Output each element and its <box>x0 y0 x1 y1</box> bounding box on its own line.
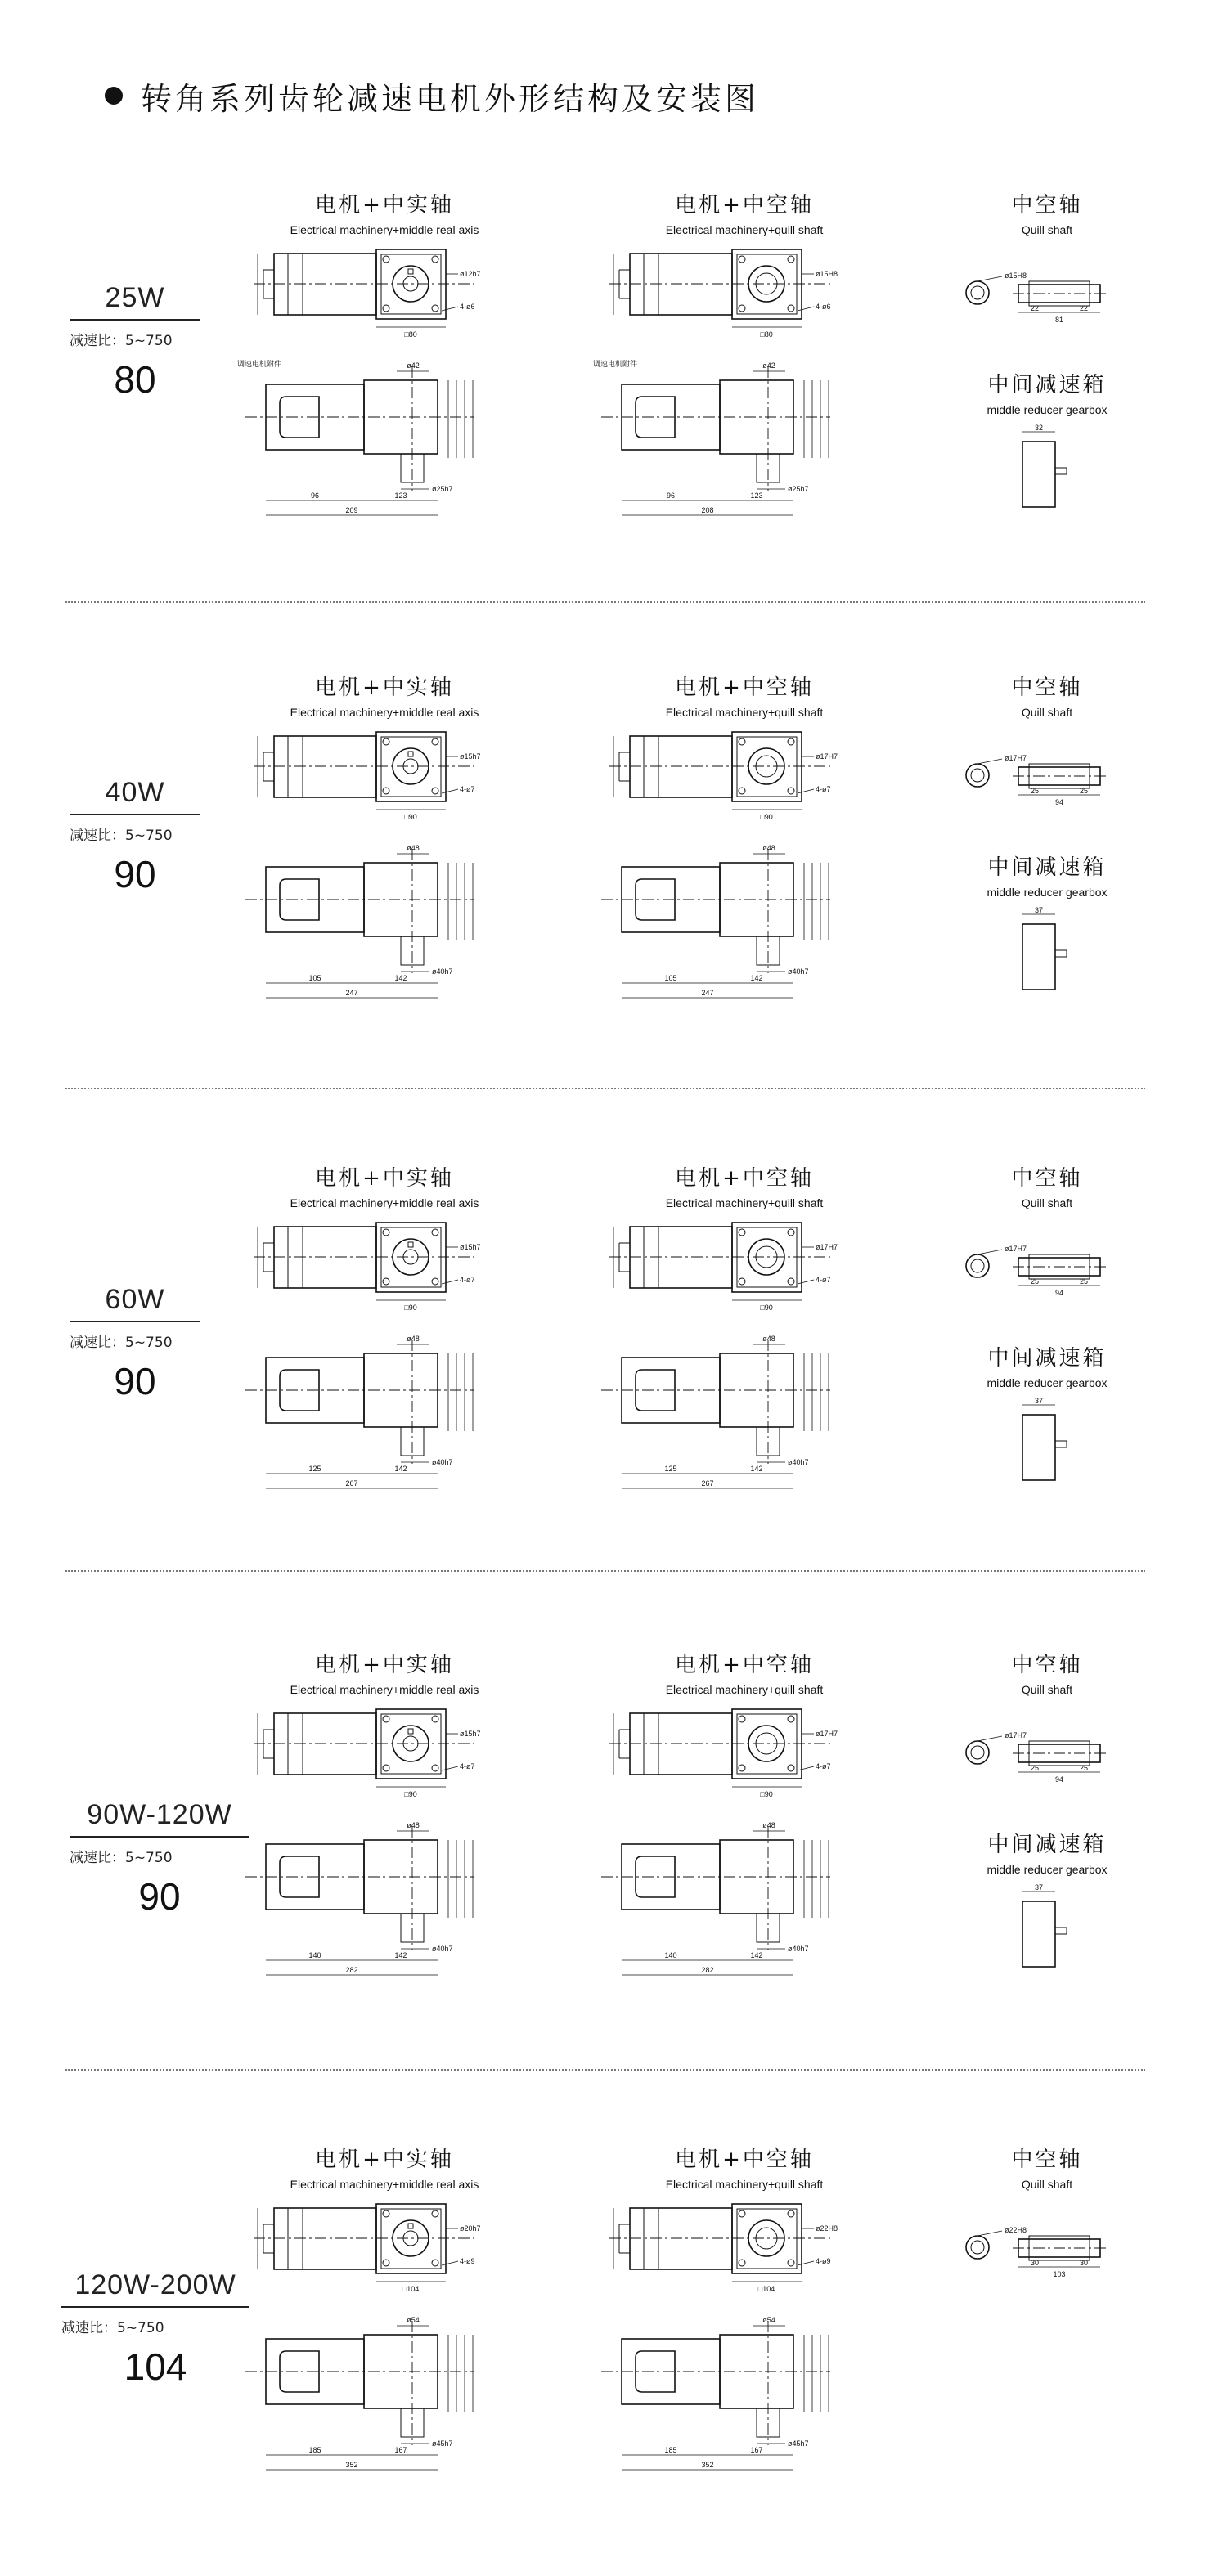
quill-bore-label: ø17H7 <box>1005 1245 1027 1253</box>
solid-shaft-caption-en: Electrical machinery+middle real axis <box>290 223 479 236</box>
quill-shaft-drawing <box>957 1243 1121 1300</box>
mount-holes-label: 4-ø9 <box>816 2257 831 2265</box>
flange-size-label: □80 <box>760 330 773 339</box>
reduction-ratio: 减速比：5~750 <box>61 2320 164 2336</box>
shaft-dia-label: ø12h7 <box>460 270 481 278</box>
quill-shaft-caption <box>965 188 1129 236</box>
gearhead-length-label: 142 <box>394 1465 407 1473</box>
quill-bore-label: ø17H7 <box>1005 1731 1027 1739</box>
solid-shaft-caption <box>245 671 524 719</box>
gearhead-length-label: 123 <box>750 491 763 500</box>
quill-seg-b-label: 30 <box>1079 2259 1089 2267</box>
motor-length-label: 185 <box>664 2446 677 2454</box>
solid-plan-view-drawing <box>237 360 507 523</box>
hollow-front-view-drawing <box>609 245 855 339</box>
quill-seg-a-label: 25 <box>1030 1764 1040 1772</box>
hollow-shaft-caption-zh: 电机+中空轴 <box>675 1653 814 1677</box>
quill-shaft-drawing <box>957 2224 1121 2282</box>
hollow-front-view-drawing <box>609 728 855 822</box>
motor-length-label: 125 <box>664 1465 677 1473</box>
spec-section <box>0 164 1227 622</box>
mount-holes-label: 4-ø7 <box>460 1762 475 1770</box>
hollow-bore-label: ø15H8 <box>816 270 838 278</box>
hollow-shaft-caption-en: Electrical machinery+quill shaft <box>665 1683 824 1696</box>
flange-size-label: □90 <box>760 1304 773 1312</box>
solid-plan-view-drawing <box>237 842 507 1006</box>
speed-control-accessory-label: 调速电机附件 <box>593 360 638 368</box>
mount-holes-label: 4-ø6 <box>816 303 831 311</box>
gearbox-width-label: 37 <box>1034 1883 1044 1892</box>
mount-holes-label: 4-ø6 <box>460 303 475 311</box>
pitch-dia-label: ø42 <box>407 361 420 370</box>
quill-shaft-caption-zh: 中空轴 <box>1011 1653 1083 1677</box>
spec-section <box>0 2118 1227 2576</box>
gearhead-length-label: 142 <box>750 974 763 982</box>
gearbox-caption-zh: 中间减速箱 <box>987 1833 1107 1857</box>
total-length-label: 282 <box>701 1966 714 1974</box>
mount-holes-label: 4-ø7 <box>816 785 831 793</box>
flange-size-label: □90 <box>760 1790 773 1798</box>
gearhead-length-label: 142 <box>750 1951 763 1959</box>
hollow-shaft-caption <box>605 2143 883 2191</box>
solid-front-view-drawing <box>254 1705 499 1799</box>
hollow-shaft-caption-zh: 电机+中空轴 <box>675 193 814 218</box>
shaft-dia-label: ø20h7 <box>460 2224 481 2233</box>
hollow-bore-label: ø22H8 <box>816 2224 838 2233</box>
frame-size: 104 <box>124 2345 187 2388</box>
gearhead-length-label: 142 <box>394 1951 407 1959</box>
hollow-shaft-caption <box>605 671 883 719</box>
quill-shaft-caption-zh: 中空轴 <box>1011 2147 1083 2172</box>
total-length-label: 247 <box>701 989 714 997</box>
quill-shaft-caption <box>965 1161 1129 1209</box>
pitch-dia-label: ø48 <box>407 1335 420 1343</box>
hollow-shaft-caption-en: Electrical machinery+quill shaft <box>665 2178 824 2191</box>
gearhead-length-label: 167 <box>750 2446 763 2454</box>
flange-size-label: □104 <box>402 2285 420 2293</box>
hollow-shaft-caption <box>605 1648 883 1696</box>
spec-section <box>0 1137 1227 1595</box>
frame-size: 80 <box>114 358 156 401</box>
hollow-plan-view-drawing <box>593 360 863 523</box>
spec-section <box>0 646 1227 1104</box>
gearbox-caption <box>957 368 1137 416</box>
gearbox-caption-zh: 中间减速箱 <box>987 855 1107 880</box>
solid-shaft-caption-en: Electrical machinery+middle real axis <box>290 706 479 719</box>
power-rating: 90W-120W <box>87 1799 232 1830</box>
quill-seg-b-label: 25 <box>1079 1277 1089 1286</box>
shaft-dia-label: ø15h7 <box>460 1243 481 1251</box>
spec-block <box>70 777 200 896</box>
quill-seg-a-label: 25 <box>1030 787 1040 795</box>
motor-length-label: 185 <box>308 2446 321 2454</box>
spec-block <box>70 282 200 402</box>
quill-seg-a-label: 25 <box>1030 1277 1040 1286</box>
quill-shaft-caption-zh: 中空轴 <box>1011 193 1083 218</box>
spec-rule <box>70 1836 249 1838</box>
power-rating: 120W-200W <box>74 2269 236 2300</box>
power-rating: 40W <box>105 777 165 808</box>
mount-holes-label: 4-ø7 <box>460 785 475 793</box>
gearbox-caption-zh: 中间减速箱 <box>987 1346 1107 1371</box>
gearbox-caption <box>957 1828 1137 1876</box>
quill-shaft-caption-zh: 中空轴 <box>1011 675 1083 700</box>
solid-shaft-caption-zh: 电机+中实轴 <box>315 1653 454 1677</box>
motor-length-label: 105 <box>664 974 677 982</box>
solid-shaft-caption <box>245 188 524 236</box>
spec-block <box>70 1799 249 1919</box>
frame-size: 90 <box>138 1875 181 1918</box>
pitch-dia-label: ø54 <box>407 2316 420 2324</box>
flange-size-label: □90 <box>404 1790 417 1798</box>
quill-seg-b-label: 25 <box>1079 787 1089 795</box>
quill-shaft-caption-en: Quill shaft <box>1021 2178 1073 2191</box>
quill-shaft-caption <box>965 1648 1129 1696</box>
solid-shaft-caption-zh: 电机+中实轴 <box>315 675 454 700</box>
spec-block <box>70 1284 200 1403</box>
spec-rule <box>70 814 200 815</box>
quill-length-label: 94 <box>1054 1289 1064 1297</box>
gearbox-width-label: 37 <box>1034 906 1044 914</box>
flange-size-label: □104 <box>757 2285 775 2293</box>
reduction-ratio: 减速比：5~750 <box>70 333 173 349</box>
total-length-label: 267 <box>701 1479 714 1488</box>
quill-shaft-drawing <box>957 1730 1121 1787</box>
motor-length-label: 140 <box>308 1951 321 1959</box>
hollow-plan-view-drawing <box>593 1333 863 1497</box>
solid-shaft-caption <box>245 2143 524 2191</box>
flange-size-label: □90 <box>404 813 417 821</box>
hollow-front-view-drawing <box>609 1218 855 1313</box>
flange-size-label: □90 <box>760 813 773 821</box>
hollow-bore-label: ø17H7 <box>816 752 838 761</box>
quill-length-label: 94 <box>1054 1775 1064 1784</box>
middle-gearbox-drawing <box>1006 425 1080 515</box>
gearbox-caption-en: middle reducer gearbox <box>987 886 1108 899</box>
solid-front-view-drawing <box>254 1218 499 1313</box>
pitch-dia-label: ø48 <box>407 1821 420 1829</box>
solid-front-view-drawing <box>254 245 499 339</box>
gearbox-caption-zh: 中间减速箱 <box>987 373 1107 397</box>
hollow-shaft-caption <box>605 188 883 236</box>
solid-shaft-caption-zh: 电机+中实轴 <box>315 2147 454 2172</box>
spec-rule <box>61 2306 249 2308</box>
total-length-label: 282 <box>345 1966 358 1974</box>
speed-control-accessory-label: 调速电机附件 <box>237 360 282 368</box>
total-length-label: 352 <box>345 2461 358 2469</box>
output-shaft-label: ø25h7 <box>432 485 453 493</box>
solid-front-view-drawing <box>254 728 499 822</box>
gearbox-width-label: 37 <box>1034 1397 1044 1405</box>
solid-front-view-drawing <box>254 2200 499 2294</box>
solid-shaft-caption-en: Electrical machinery+middle real axis <box>290 1196 479 1209</box>
middle-gearbox-drawing <box>1006 1398 1080 1488</box>
solid-plan-view-drawing <box>237 1333 507 1497</box>
pitch-dia-label: ø48 <box>762 844 775 852</box>
gearbox-caption <box>957 850 1137 899</box>
flange-size-label: □90 <box>404 1304 417 1312</box>
pitch-dia-label: ø48 <box>407 844 420 852</box>
hollow-shaft-caption-zh: 电机+中空轴 <box>675 2147 814 2172</box>
shaft-dia-label: ø15h7 <box>460 752 481 761</box>
solid-shaft-caption <box>245 1161 524 1209</box>
quill-shaft-caption <box>965 2143 1129 2191</box>
quill-seg-a-label: 30 <box>1030 2259 1040 2267</box>
page-header <box>105 75 759 116</box>
output-shaft-label: ø45h7 <box>432 2439 453 2448</box>
hollow-shaft-caption <box>605 1161 883 1209</box>
reduction-ratio: 减速比：5~750 <box>70 1850 173 1866</box>
quill-bore-label: ø17H7 <box>1005 754 1027 762</box>
flange-size-label: □80 <box>404 330 417 339</box>
pitch-dia-label: ø42 <box>762 361 775 370</box>
gearbox-caption-en: middle reducer gearbox <box>987 1863 1108 1876</box>
frame-size: 90 <box>114 1360 156 1402</box>
total-length-label: 267 <box>345 1479 358 1488</box>
spec-rule <box>70 319 200 321</box>
quill-shaft-caption-en: Quill shaft <box>1021 1683 1073 1696</box>
middle-gearbox-drawing <box>1006 908 1080 998</box>
hollow-shaft-caption-zh: 电机+中空轴 <box>675 675 814 700</box>
total-length-label: 209 <box>345 506 358 514</box>
hollow-shaft-caption-en: Electrical machinery+quill shaft <box>665 706 824 719</box>
hollow-front-view-drawing <box>609 1705 855 1799</box>
pitch-dia-label: ø48 <box>762 1821 775 1829</box>
hollow-plan-view-drawing <box>593 2314 863 2478</box>
output-shaft-label: ø40h7 <box>788 967 809 976</box>
quill-shaft-caption-en: Quill shaft <box>1021 1196 1073 1209</box>
bullet-icon <box>105 87 123 105</box>
power-rating: 25W <box>105 282 165 313</box>
page-title: 转角系列齿轮减速电机外形结构及安装图 <box>141 80 760 117</box>
quill-bore-label: ø22H8 <box>1005 2226 1027 2234</box>
gearbox-caption <box>957 1341 1137 1389</box>
quill-shaft-drawing <box>957 270 1121 327</box>
reduction-ratio: 减速比：5~750 <box>70 828 173 844</box>
middle-gearbox-drawing <box>1006 1885 1080 1975</box>
output-shaft-label: ø25h7 <box>788 485 809 493</box>
quill-shaft-caption-zh: 中空轴 <box>1011 1166 1083 1191</box>
hollow-bore-label: ø17H7 <box>816 1730 838 1738</box>
hollow-plan-view-drawing <box>593 842 863 1006</box>
mount-holes-label: 4-ø7 <box>816 1276 831 1284</box>
quill-length-label: 103 <box>1053 2270 1066 2278</box>
solid-shaft-caption-en: Electrical machinery+middle real axis <box>290 1683 479 1696</box>
quill-seg-a-label: 22 <box>1030 304 1040 312</box>
output-shaft-label: ø45h7 <box>788 2439 809 2448</box>
total-length-label: 208 <box>701 506 714 514</box>
mount-holes-label: 4-ø7 <box>816 1762 831 1770</box>
motor-length-label: 125 <box>308 1465 321 1473</box>
output-shaft-label: ø40h7 <box>432 1945 453 1953</box>
hollow-bore-label: ø17H7 <box>816 1243 838 1251</box>
motor-length-label: 140 <box>664 1951 677 1959</box>
solid-plan-view-drawing <box>237 1820 507 1983</box>
hollow-shaft-caption-en: Electrical machinery+quill shaft <box>665 1196 824 1209</box>
quill-shaft-caption <box>965 671 1129 719</box>
motor-length-label: 96 <box>666 491 676 500</box>
spec-block <box>61 2269 249 2389</box>
spec-rule <box>70 1321 200 1322</box>
power-rating: 60W <box>105 1284 165 1315</box>
total-length-label: 247 <box>345 989 358 997</box>
gearbox-caption-en: middle reducer gearbox <box>987 1376 1108 1389</box>
spec-section <box>0 1623 1227 2081</box>
gearbox-caption-en: middle reducer gearbox <box>987 403 1108 416</box>
output-shaft-label: ø40h7 <box>788 1945 809 1953</box>
mount-holes-label: 4-ø7 <box>460 1276 475 1284</box>
pitch-dia-label: ø48 <box>762 1335 775 1343</box>
output-shaft-label: ø40h7 <box>432 1458 453 1466</box>
reduction-ratio: 减速比：5~750 <box>70 1335 173 1351</box>
output-shaft-label: ø40h7 <box>788 1458 809 1466</box>
solid-shaft-caption <box>245 1648 524 1696</box>
quill-length-label: 81 <box>1054 316 1064 324</box>
gearhead-length-label: 123 <box>394 491 407 500</box>
solid-shaft-caption-zh: 电机+中实轴 <box>315 1166 454 1191</box>
quill-length-label: 94 <box>1054 798 1064 806</box>
solid-shaft-caption-zh: 电机+中实轴 <box>315 193 454 218</box>
gearhead-length-label: 142 <box>394 974 407 982</box>
frame-size: 90 <box>114 853 156 895</box>
quill-shaft-drawing <box>957 752 1121 810</box>
motor-length-label: 105 <box>308 974 321 982</box>
hollow-shaft-caption-en: Electrical machinery+quill shaft <box>665 223 824 236</box>
pitch-dia-label: ø54 <box>762 2316 775 2324</box>
quill-seg-b-label: 25 <box>1079 1764 1089 1772</box>
gearbox-width-label: 32 <box>1034 424 1044 432</box>
solid-shaft-caption-en: Electrical machinery+middle real axis <box>290 2178 479 2191</box>
hollow-front-view-drawing <box>609 2200 855 2294</box>
hollow-plan-view-drawing <box>593 1820 863 1983</box>
gearhead-length-label: 167 <box>394 2446 407 2454</box>
gearhead-length-label: 142 <box>750 1465 763 1473</box>
quill-seg-b-label: 22 <box>1079 304 1089 312</box>
output-shaft-label: ø40h7 <box>432 967 453 976</box>
quill-shaft-caption-en: Quill shaft <box>1021 706 1073 719</box>
hollow-shaft-caption-zh: 电机+中空轴 <box>675 1166 814 1191</box>
quill-shaft-caption-en: Quill shaft <box>1021 223 1073 236</box>
solid-plan-view-drawing <box>237 2314 507 2478</box>
motor-length-label: 96 <box>310 491 320 500</box>
mount-holes-label: 4-ø9 <box>460 2257 475 2265</box>
quill-bore-label: ø15H8 <box>1005 272 1027 280</box>
total-length-label: 352 <box>701 2461 714 2469</box>
shaft-dia-label: ø15h7 <box>460 1730 481 1738</box>
